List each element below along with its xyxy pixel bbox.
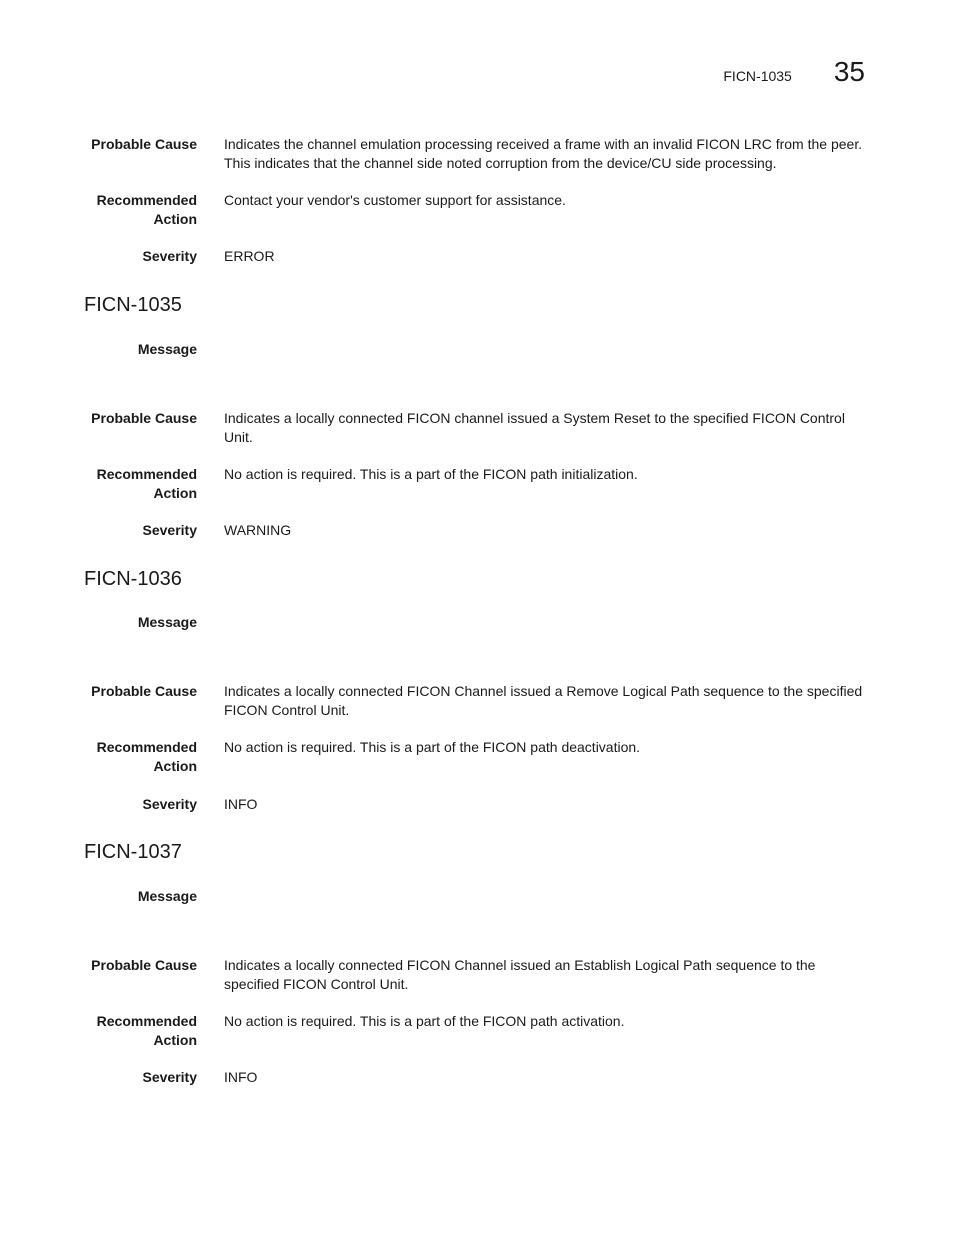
action-word: Action <box>153 211 197 227</box>
running-title: FICN-1035 <box>723 68 792 84</box>
action-word: Action <box>153 758 197 774</box>
severity-value: INFO <box>224 796 258 812</box>
probable-cause-text: Indicates the channel emulation processing received a frame with an invalid FICON LRC from the peer. This indicates that the channel side noted corruption from the device/CU side processing. <box>224 136 863 171</box>
recommended-action-label <box>57 191 197 229</box>
severity-value: ERROR <box>224 248 275 264</box>
recommended-action-text: Contact your vendor's customer support for assistance. <box>224 192 566 208</box>
probable-cause-label: Probable Cause <box>91 136 197 152</box>
recommended-action-label <box>57 738 197 776</box>
recommended-word: Recommended <box>96 192 197 208</box>
action-word: Action <box>153 485 197 501</box>
probable-cause-label: Probable Cause <box>91 410 197 426</box>
severity-value: WARNING <box>224 522 292 538</box>
recommended-action-label <box>57 1012 197 1050</box>
message-label: Message <box>137 614 197 630</box>
recommended-action-text: No action is required. This is a part of the FICON path initialization. <box>224 466 638 482</box>
message-label: Message <box>137 341 197 357</box>
chapter-number: 35 <box>833 56 865 87</box>
probable-cause-text: Indicates a locally connected FICON Channel issued an Establish Logical Path sequence to the specified FICON Control Unit. <box>224 957 816 992</box>
probable-cause-label: Probable Cause <box>91 683 197 699</box>
recommended-word: Recommended <box>96 466 197 482</box>
action-word: Action <box>153 1032 197 1048</box>
section-title: FICN-1036 <box>84 568 182 590</box>
page-header <box>723 56 865 88</box>
recommended-word: Recommended <box>96 739 197 755</box>
recommended-word: Recommended <box>96 1013 197 1029</box>
severity-label: Severity <box>142 1069 197 1085</box>
severity-label: Severity <box>142 248 197 264</box>
recommended-action-text: No action is required. This is a part of the FICON path activation. <box>224 1013 625 1029</box>
section-title: FICN-1035 <box>84 294 182 316</box>
probable-cause-text: Indicates a locally connected FICON Channel issued a Remove Logical Path sequence to the specified FICON Control Unit. <box>224 683 863 718</box>
severity-label: Severity <box>142 796 197 812</box>
severity-label: Severity <box>142 522 197 538</box>
probable-cause-label: Probable Cause <box>91 957 197 973</box>
probable-cause-text: Indicates a locally connected FICON channel issued a System Reset to the specified FICON Control Unit. <box>224 410 845 445</box>
message-label: Message <box>137 888 197 904</box>
recommended-action-text: No action is required. This is a part of the FICON path deactivation. <box>224 739 641 755</box>
section-title: FICN-1037 <box>84 841 182 863</box>
severity-value: INFO <box>224 1069 258 1085</box>
recommended-action-label <box>57 465 197 503</box>
